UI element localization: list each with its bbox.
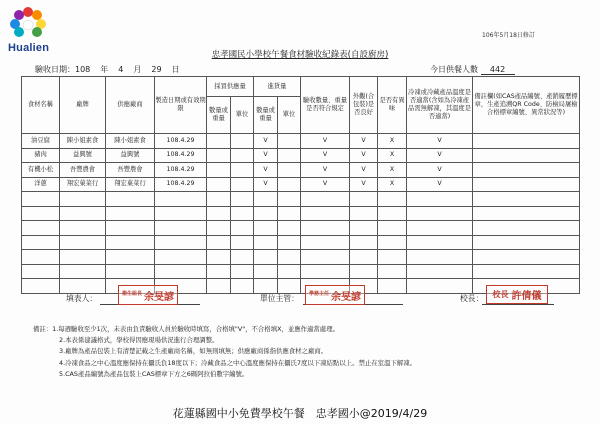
- cell-odor: X: [378, 177, 407, 192]
- cell-q2: V: [254, 163, 278, 178]
- cell-name: 有機小松: [22, 163, 60, 178]
- cell-q1: [207, 148, 231, 163]
- filler-stamp: 衛生組長 余旻諺: [118, 285, 178, 305]
- header-odor: 是否有異味: [378, 77, 407, 134]
- cell-name: [22, 235, 60, 250]
- cell-brand: [60, 250, 106, 265]
- cell-supplier: [106, 192, 155, 207]
- cell-temp: [407, 264, 473, 279]
- cell-u1: [231, 264, 254, 279]
- cell-check: [301, 264, 350, 279]
- cell-appearance: [350, 206, 378, 221]
- cell-temp: [407, 250, 473, 265]
- table-row: [22, 264, 580, 279]
- cell-supplier: [106, 264, 155, 279]
- principal-stamp: 校長 許倩儀: [486, 285, 548, 304]
- photo-caption: 花蓮縣國中小免費學校午餐 忠孝國小@2019/4/29: [172, 407, 428, 420]
- cell-remarks: [473, 206, 580, 221]
- cell-check: [301, 250, 350, 265]
- cell-u1: [231, 279, 254, 294]
- cell-name: 洋蔥: [22, 177, 60, 192]
- cell-appearance: V: [350, 134, 378, 149]
- cell-temp: [407, 279, 473, 294]
- cell-u2: [278, 250, 301, 265]
- brand-name: Hualien: [8, 42, 50, 54]
- header-check-qty: 驗收數量、重量是否符合規定: [301, 77, 350, 134]
- cell-u1: [231, 163, 254, 178]
- cell-date: [155, 235, 207, 250]
- header-brand: 廠牌: [60, 77, 106, 134]
- cell-q1: [207, 192, 231, 207]
- cell-date: 108.4.29: [155, 163, 207, 178]
- table-row: [22, 177, 580, 192]
- cell-u2: [278, 148, 301, 163]
- cell-brand: 翔宏菓菜行: [60, 177, 106, 192]
- cell-appearance: [350, 192, 378, 207]
- cell-date: [155, 192, 207, 207]
- cell-appearance: [350, 235, 378, 250]
- cell-name: [22, 279, 60, 294]
- cell-q2: [254, 206, 278, 221]
- cell-supplier: 陳小姐素食: [106, 134, 155, 149]
- cell-u2: [278, 177, 301, 192]
- cell-supplier: [106, 235, 155, 250]
- cell-brand: 益興號: [60, 148, 106, 163]
- cell-q1: [207, 264, 231, 279]
- cell-date: 108.4.29: [155, 148, 207, 163]
- cell-u1: [231, 221, 254, 236]
- table-row: [22, 163, 580, 178]
- cell-u1: [231, 134, 254, 149]
- cell-q2: [254, 250, 278, 265]
- cell-brand: [60, 235, 106, 250]
- cell-check: V: [301, 134, 350, 149]
- cell-name: [22, 264, 60, 279]
- cell-date: [155, 264, 207, 279]
- cell-name: [22, 250, 60, 265]
- cell-u1: [231, 250, 254, 265]
- cell-remarks: [473, 235, 580, 250]
- cell-brand: [60, 192, 106, 207]
- cell-date: 108.4.29: [155, 134, 207, 149]
- cell-odor: [378, 235, 407, 250]
- inspection-date: 驗收日期：108 年 4 月 29 日: [35, 65, 180, 74]
- cell-remarks: [473, 192, 580, 207]
- cell-name: 豬肉: [22, 148, 60, 163]
- hualien-logo: [8, 4, 48, 46]
- header-unit-2: 單位: [278, 97, 301, 134]
- cell-check: V: [301, 177, 350, 192]
- cell-supplier: [106, 250, 155, 265]
- table-row: [22, 206, 580, 221]
- cell-odor: X: [378, 148, 407, 163]
- table-row: [22, 134, 580, 149]
- cell-check: [301, 221, 350, 236]
- table-row: [22, 221, 580, 236]
- cell-q1: [207, 206, 231, 221]
- cell-date: [155, 221, 207, 236]
- cell-remarks: [473, 250, 580, 265]
- cell-odor: [378, 264, 407, 279]
- cell-name: [22, 221, 60, 236]
- cell-brand: 陳小姐素食: [60, 134, 106, 149]
- cell-temp: V: [407, 163, 473, 178]
- cell-u2: [278, 279, 301, 294]
- cell-odor: [378, 279, 407, 294]
- header-appearance: 外觀(合包裝)是否良好: [350, 77, 378, 134]
- servings-value: 442: [481, 65, 515, 75]
- cell-remarks: [473, 148, 580, 163]
- cell-remarks: [473, 177, 580, 192]
- cell-u1: [231, 206, 254, 221]
- principal-line: [482, 304, 554, 305]
- cell-appearance: [350, 250, 378, 265]
- table-row: [22, 192, 580, 207]
- principal-label: 校長：: [460, 294, 484, 303]
- cell-u2: [278, 192, 301, 207]
- cell-q2: [254, 221, 278, 236]
- cell-check: [301, 235, 350, 250]
- cell-u2: [278, 264, 301, 279]
- cell-supplier: 吾豐農會: [106, 163, 155, 178]
- cell-brand: [60, 279, 106, 294]
- cell-q2: V: [254, 177, 278, 192]
- cell-brand: [60, 264, 106, 279]
- cell-check: V: [301, 148, 350, 163]
- cell-check: [301, 192, 350, 207]
- header-temp: 冷凍或冷藏產品溫度是否適當(含如為冷凍產品需無解凍，其溫度是否適當): [407, 77, 473, 134]
- cell-q1: [207, 177, 231, 192]
- header-remarks: 備註欄(如CAS產品編號、產銷履歷標章，生產追溯QR Code、防檢局屠檢合格標章編號、異常狀況等): [473, 77, 580, 134]
- cell-odor: [378, 192, 407, 207]
- cell-date: [155, 250, 207, 265]
- cell-odor: X: [378, 134, 407, 149]
- filler-label: 填表人：: [66, 294, 98, 303]
- cell-q1: [207, 221, 231, 236]
- cell-supplier: [106, 206, 155, 221]
- cell-appearance: V: [350, 148, 378, 163]
- cell-odor: X: [378, 163, 407, 178]
- inspection-table: [21, 76, 580, 294]
- header-qty-2: 數量或重量: [254, 97, 278, 134]
- cell-odor: [378, 206, 407, 221]
- header-qty-1: 數量或重量: [207, 97, 231, 134]
- cell-remarks: [473, 134, 580, 149]
- cell-temp: [407, 221, 473, 236]
- cell-u1: [231, 148, 254, 163]
- cell-remarks: [473, 264, 580, 279]
- cell-u2: [278, 163, 301, 178]
- page-title: 忠孝國民小學校午餐食材驗收紀錄表(自設廚房): [211, 50, 389, 60]
- cell-supplier: 翔宏菓菜行: [106, 177, 155, 192]
- cell-brand: [60, 221, 106, 236]
- cell-temp: V: [407, 177, 473, 192]
- header-row: [22, 77, 580, 97]
- cell-temp: [407, 235, 473, 250]
- cell-temp: [407, 206, 473, 221]
- cell-name: [22, 206, 60, 221]
- cell-date: [155, 206, 207, 221]
- header-name: 食材名稱: [22, 77, 60, 134]
- cell-q1: [207, 250, 231, 265]
- cell-temp: V: [407, 148, 473, 163]
- cell-odor: [378, 221, 407, 236]
- cell-temp: V: [407, 134, 473, 149]
- header-unit-1: 單位: [231, 97, 254, 134]
- header-procure-qty: 採買供應量: [207, 77, 254, 97]
- cell-q1: [207, 279, 231, 294]
- cell-odor: [378, 250, 407, 265]
- cell-supplier: [106, 221, 155, 236]
- cell-remarks: [473, 163, 580, 178]
- table-row: [22, 235, 580, 250]
- cell-u1: [231, 235, 254, 250]
- cell-name: 油豆腐: [22, 134, 60, 149]
- unit-supervisor-label: 單位主管：: [260, 294, 299, 303]
- cell-temp: [407, 192, 473, 207]
- cell-brand: [60, 206, 106, 221]
- cell-u2: [278, 221, 301, 236]
- servings-count: 今日供餐人數 442: [430, 64, 515, 75]
- cell-remarks: [473, 221, 580, 236]
- cell-u1: [231, 177, 254, 192]
- unit-supervisor-stamp: 學務主任 余旻諺: [305, 285, 365, 305]
- cell-u2: [278, 235, 301, 250]
- revision-note: 106年5月18日修訂: [482, 32, 535, 39]
- cell-name: [22, 192, 60, 207]
- cell-check: [301, 206, 350, 221]
- cell-q2: [254, 235, 278, 250]
- cell-supplier: 益興號: [106, 148, 155, 163]
- table-row: [22, 148, 580, 163]
- notes: 備註：1.每週驗收至少1次，未表由負責驗收人員於驗收時填寫，合格填"V"，不合格填X，並應作適當處理。 2.本表係建議格式，學校得因應現場供況進行合理調整。 3.廠牌為產品包裝上有清楚記載之生產廠商名稱，如無則填無；供應廠商係指供應食材之廠商。 4.冷凍食品之中心溫度應保持在攝氏負18度以下；冷藏食品之中心溫度應保持在攝氏7度以下凍結點以上。禁止在室溫下解凍。 5.CAS產品編號為產品包裝上CAS標章下方之6碼阿拉伯數字編號。: [33, 325, 416, 378]
- cell-q1: [207, 134, 231, 149]
- cell-q1: [207, 163, 231, 178]
- cell-brand: 吾豐農會: [60, 163, 106, 178]
- cell-q2: [254, 264, 278, 279]
- header-supplier: 供應廠商: [106, 77, 155, 134]
- cell-q2: [254, 279, 278, 294]
- cell-u2: [278, 206, 301, 221]
- cell-date: 108.4.29: [155, 177, 207, 192]
- cell-appearance: [350, 221, 378, 236]
- cell-q2: V: [254, 134, 278, 149]
- cell-u1: [231, 192, 254, 207]
- cell-u2: [278, 134, 301, 149]
- cell-check: V: [301, 163, 350, 178]
- header-mfg-date: 製造日期或有效期限: [155, 77, 207, 134]
- cell-q2: [254, 192, 278, 207]
- cell-appearance: V: [350, 177, 378, 192]
- cell-q1: [207, 235, 231, 250]
- cell-appearance: [350, 264, 378, 279]
- table-row: [22, 250, 580, 265]
- cell-q2: V: [254, 148, 278, 163]
- header-incoming-qty: 進貨量: [254, 77, 301, 97]
- cell-appearance: V: [350, 163, 378, 178]
- notes-label: 備註：: [33, 325, 53, 333]
